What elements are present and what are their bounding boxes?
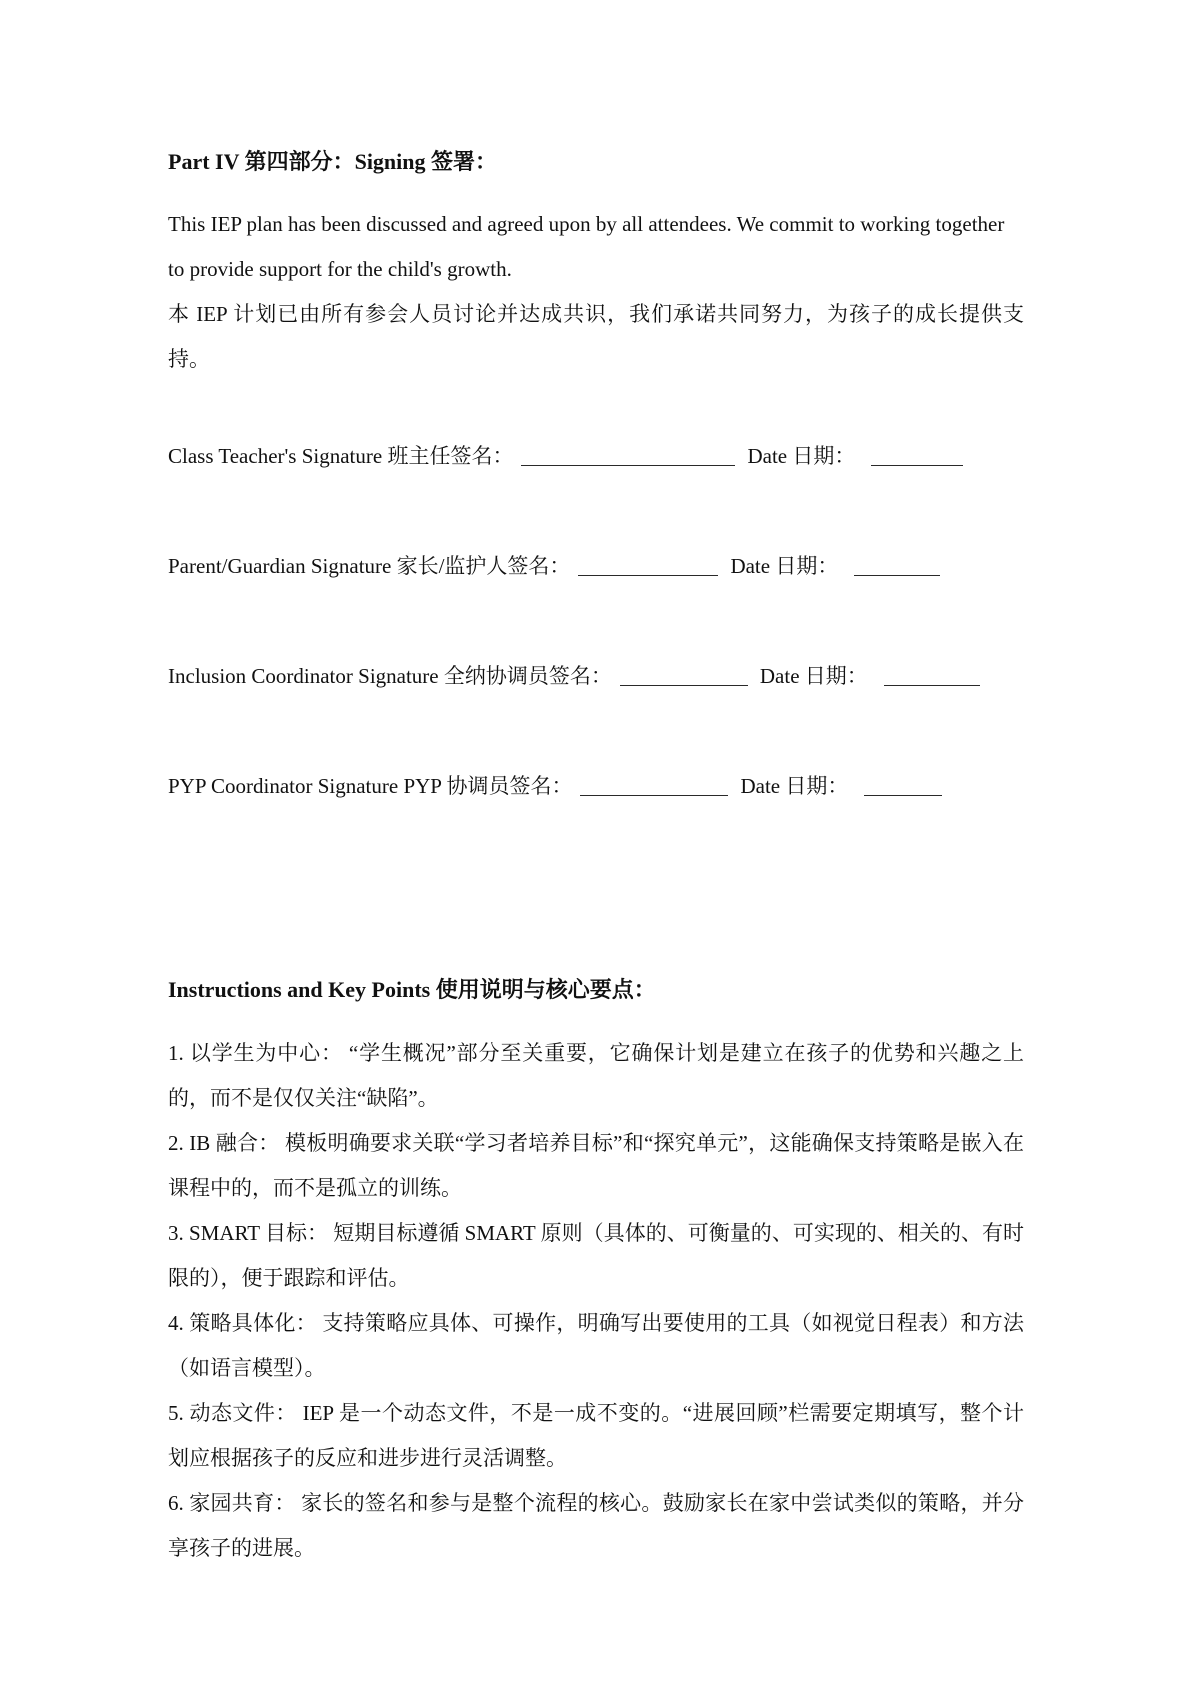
instructions-list bbox=[168, 1031, 1024, 1571]
date-label: Date 日期： bbox=[740, 774, 849, 798]
signature-label: PYP Coordinator Signature PYP 协调员签名： bbox=[168, 774, 573, 798]
date-label: Date 日期： bbox=[759, 664, 868, 688]
date-line bbox=[884, 670, 980, 686]
page-content bbox=[168, 148, 1024, 1571]
date-label: Date 日期： bbox=[747, 444, 856, 468]
instruction-item-3: 3. SMART 目标： 短期目标遵循 SMART 原则（具体的、可衡量的、可实现的、相关的、有时限的），便于跟踪和评估。 bbox=[168, 1221, 1024, 1290]
instruction-item-5: 5. 动态文件： IEP 是一个动态文件，不是一成不变的。“进展回顾”栏需要定期填写，整个计划应根据孩子的反应和进步进行灵活调整。 bbox=[168, 1401, 1024, 1470]
date-line bbox=[864, 780, 942, 796]
instruction-item-1: 1. 以学生为中心： “学生概况”部分至关重要，它确保计划是建立在孩子的优势和兴趣之上的，而不是仅仅关注“缺陷”。 bbox=[168, 1041, 1024, 1110]
signature-line bbox=[580, 780, 728, 796]
date-line bbox=[854, 560, 940, 576]
signature-label: Class Teacher's Signature 班主任签名： bbox=[168, 444, 514, 468]
signature-row-pyp-coordinator bbox=[168, 772, 1024, 800]
signature-row-inclusion-coordinator bbox=[168, 662, 1024, 690]
signature-line bbox=[620, 670, 748, 686]
signature-label: Inclusion Coordinator Signature 全纳协调员签名： bbox=[168, 664, 612, 688]
signature-line bbox=[521, 450, 735, 466]
signature-row-class-teacher bbox=[168, 442, 1024, 470]
instruction-item-2: 2. IB 融合： 模板明确要求关联“学习者培养目标”和“探究单元”，这能确保支持策略是嵌入在课程中的，而不是孤立的训练。 bbox=[168, 1131, 1024, 1200]
signature-line bbox=[578, 560, 718, 576]
instruction-item-6: 6. 家园共育： 家长的签名和参与是整个流程的核心。鼓励家长在家中尝试类似的策略，并分享孩子的进展。 bbox=[168, 1491, 1024, 1560]
part-iv-signing-heading: Part IV 第四部分：Signing 签署： bbox=[168, 149, 498, 174]
instruction-item-4: 4. 策略具体化： 支持策略应具体、可操作，明确写出要使用的工具（如视觉日程表）和方法（如语言模型）。 bbox=[168, 1311, 1024, 1380]
agreement-statement-en: This IEP plan has been discussed and agreed upon by all attendees. We commit to working together to provide support for the child's growth. bbox=[168, 212, 1005, 281]
date-line bbox=[871, 450, 963, 466]
signature-row-parent-guardian bbox=[168, 552, 1024, 580]
date-label: Date 日期： bbox=[730, 554, 839, 578]
instructions-heading: Instructions and Key Points 使用说明与核心要点： bbox=[168, 977, 656, 1002]
signature-block bbox=[168, 442, 1024, 800]
agreement-statement-zh: 本 IEP 计划已由所有参会人员讨论并达成共识，我们承诺共同努力，为孩子的成长提供支持。 bbox=[168, 302, 1024, 371]
signature-label: Parent/Guardian Signature 家长/监护人签名： bbox=[168, 554, 571, 578]
